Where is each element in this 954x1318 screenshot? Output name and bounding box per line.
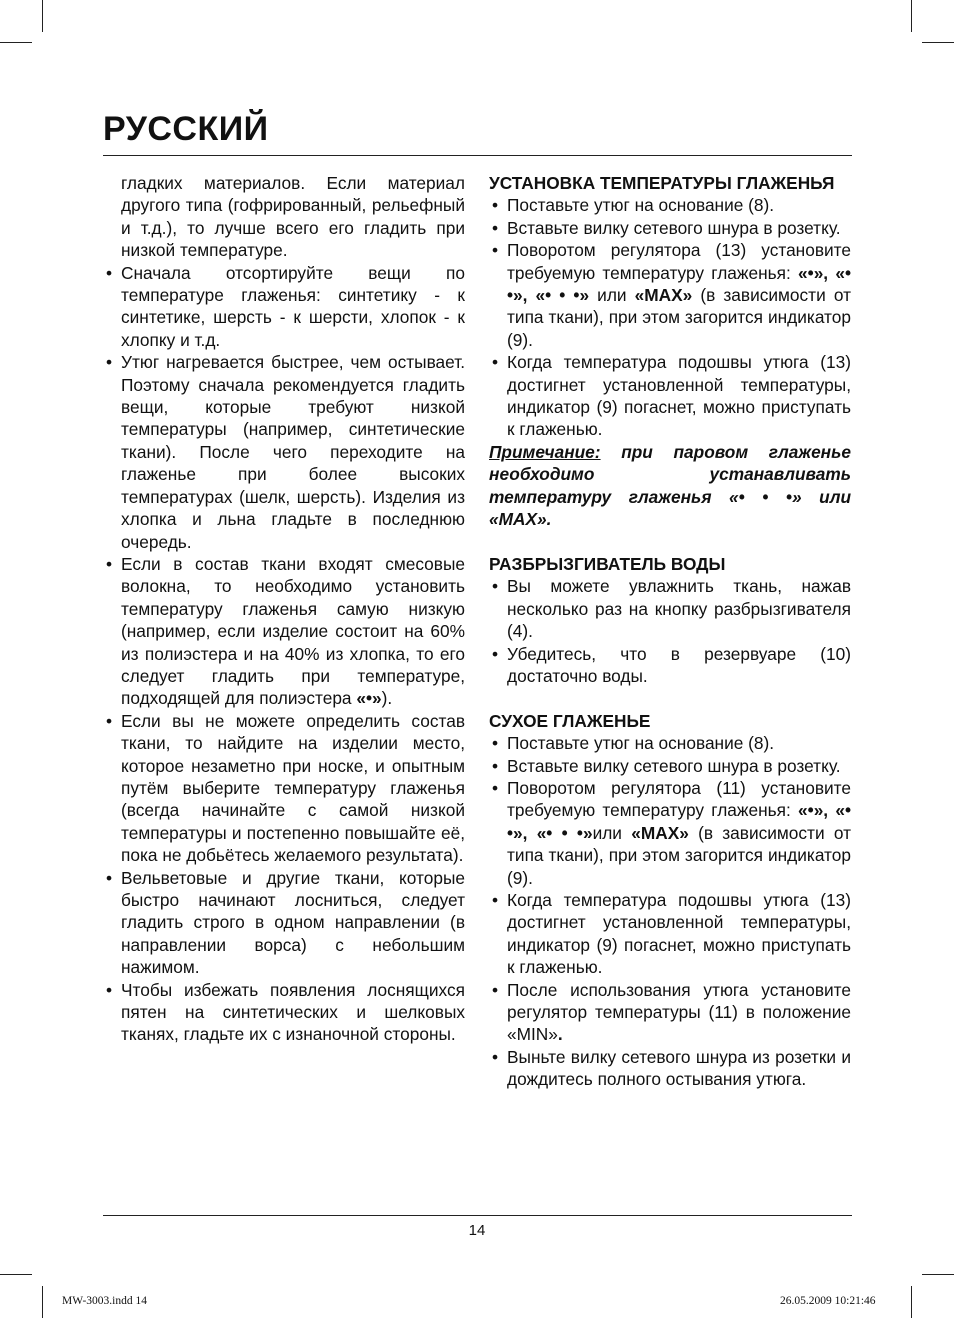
steam-note [489, 441, 851, 531]
section-heading-temperature: УСТАНОВКА ТЕМПЕРАТУРЫ ГЛАЖЕНЬЯ [489, 173, 835, 193]
list-item [103, 351, 465, 553]
list-item [489, 889, 851, 979]
bullet-marker: • [492, 576, 499, 597]
note-label: Примечание: [489, 441, 601, 462]
list-item [103, 262, 465, 352]
list-item-text: Утюг нагревается быстрее, чем остывает. Поэтому сначала рекомендуется гладить вещи, которые требуют низкой температуры (например, синтетические ткани). После чего переходите на глаженье при более высоких температурах (шелк, шерсть). Изделия из хлопка и льна гладьте в последнюю очередь. [121, 352, 465, 552]
footer-rule [103, 1215, 852, 1216]
bullet-marker: • [106, 352, 113, 373]
section-heading-spray: РАЗБРЫЗГИВАТЕЛЬ ВОДЫ [489, 553, 726, 574]
file-slug: MW-3003.indd 14 [62, 1295, 147, 1307]
list-item-text: ). [381, 688, 393, 709]
list-item-text: Поставьте утюг на основание (8). [507, 733, 775, 754]
list-item-text: После использования утюга установите регулятор температуры (11) в положение «MIN» [507, 979, 851, 1045]
bullet-marker: • [106, 867, 113, 888]
left-column [103, 172, 465, 1046]
bullet-marker: • [492, 979, 499, 1000]
crop-mark [922, 1274, 954, 1275]
list-item-text: Когда температура подошвы утюга (13) достигнет установленной температуры, индикатор (9) погаснет, можно приступать к глаженью. [507, 352, 851, 440]
list-item-text: Если вы не можете определить состав ткани, то найдите на изделии место, которое незаметно при носке, и опытным путём выберите температуру глаженья (всегда начинайте с самой низкой температуры и постепенно повышайте её, пока не добьётесь желаемого результата). [121, 710, 465, 866]
list-item-text: Вельветовые и другие ткани, которые быстро начинают лосниться, следует гладить строго в одном направлении (в направлении ворса) с небольшим нажимом. [121, 867, 465, 978]
bullet-marker: • [492, 352, 499, 373]
bullet-marker: • [492, 755, 499, 776]
crop-mark [42, 0, 43, 32]
temperature-settings: «•», «• •», «• • •» [507, 800, 851, 843]
note-text: при паровом глаженье необходимо устанавливать температуру глаженья «• • •» или «MAX». [489, 441, 851, 530]
list-item-text: Выньте вилку сетевого шнура из розетки и дождитесь полного остывания утюга. [507, 1046, 851, 1090]
list-item [103, 979, 465, 1046]
list-item [489, 643, 851, 688]
bullet-marker: • [492, 1046, 499, 1067]
list-item-text: Когда температура подошвы утюга (13) достигнет установленной температуры, индикатор (9) погаснет, можно приступать к глаженью. [507, 889, 851, 978]
bullet-marker: • [106, 710, 113, 731]
section-heading-dry-ironing: СУХОЕ ГЛАЖЕНЬЕ [489, 710, 651, 731]
list-item [489, 777, 851, 889]
bullet-marker: • [106, 262, 113, 283]
list-item-text: или [589, 285, 635, 306]
list-item [489, 351, 851, 441]
page-number: 14 [468, 1222, 486, 1239]
list-item-text: Поворотом регулятора (13) установите требуемую температуру глаженья: [507, 240, 851, 283]
list-item-text: Поворотом регулятора (11) установите требуемую температуру глаженья: [507, 777, 851, 821]
bullet-marker: • [492, 217, 499, 238]
right-column [489, 172, 851, 1091]
list-item-text: (в зависимости от типа ткани), при этом загорится индикатор (9). [507, 285, 851, 350]
list-item [489, 239, 851, 351]
page-title: РУССКИЙ [103, 110, 269, 148]
date-slug: 26.05.2009 10:21:46 [780, 1295, 876, 1307]
list-item [489, 217, 851, 239]
bullet-marker: • [492, 195, 499, 216]
list-item-text: Поставьте утюг на основание (8). [507, 195, 775, 216]
crop-mark [922, 42, 954, 43]
bullet-marker: • [492, 240, 499, 261]
list-item [489, 732, 851, 754]
max-setting: «MAX» [634, 285, 693, 306]
list-item-text: или [592, 822, 632, 843]
list-item [103, 553, 465, 710]
list-item-text: Убедитесь, что в резервуаре (10) достаточно воды. [507, 643, 851, 686]
temperature-settings: «•», «• •», «• • •» [507, 262, 851, 306]
list-item [489, 979, 851, 1046]
list-item [489, 755, 851, 777]
crop-mark [911, 1286, 912, 1318]
max-setting: «MAX» [631, 822, 689, 843]
bullet-marker: • [106, 553, 113, 574]
crop-mark [0, 42, 32, 43]
bullet-marker: • [492, 889, 499, 910]
bullet-marker: • [492, 643, 499, 664]
list-item [103, 867, 465, 979]
bullet-marker: • [492, 777, 499, 798]
list-item-end: . [557, 1024, 563, 1045]
temperature-setting: «•» [356, 688, 382, 709]
list-item [103, 710, 465, 867]
crop-mark [0, 1274, 32, 1275]
continuation-paragraph: гладких материалов. Если материал другого типа (гофрированный, рельефный и т.д.), то лучше всего его гладить при низкой температуре. [121, 173, 465, 261]
list-item-text: (в зависимости от типа ткани), при этом загорится индикатор (9). [507, 822, 851, 888]
bullet-marker: • [106, 979, 113, 1000]
list-item-text: Чтобы избежать появления лоснящихся пятен на синтетических и шелковых тканях, гладьте их с изнаночной стороны. [121, 979, 465, 1045]
list-item-text: Сначала отсортируйте вещи по температуре глаженья: синтетику - к синтетике, шерсть - к шерсти, хлопок - к хлопку и т.д. [121, 262, 465, 350]
list-item [489, 1046, 851, 1091]
list-item-text: Вставьте вилку сетевого шнура в розетку. [507, 755, 841, 776]
bullet-marker: • [492, 733, 499, 754]
list-item-text: Вставьте вилку сетевого шнура в розетку. [507, 217, 841, 238]
list-item [489, 194, 851, 216]
list-item-text: Если в состав ткани входят смесовые волокна, то необходимо установить температуру глаженья самую низкую (например, если изделие состоит на 60% из полиэстера и на 40% из хлопка, то его следует гладить при температуре, подходящей для полиэстера [121, 553, 465, 709]
list-item-text: Вы можете увлажнить ткань, нажав несколько раз на кнопку разбрызгивателя (4). [507, 576, 851, 642]
list-item [489, 575, 851, 642]
crop-mark [911, 0, 912, 32]
header-rule [103, 155, 852, 156]
crop-mark [42, 1286, 43, 1318]
